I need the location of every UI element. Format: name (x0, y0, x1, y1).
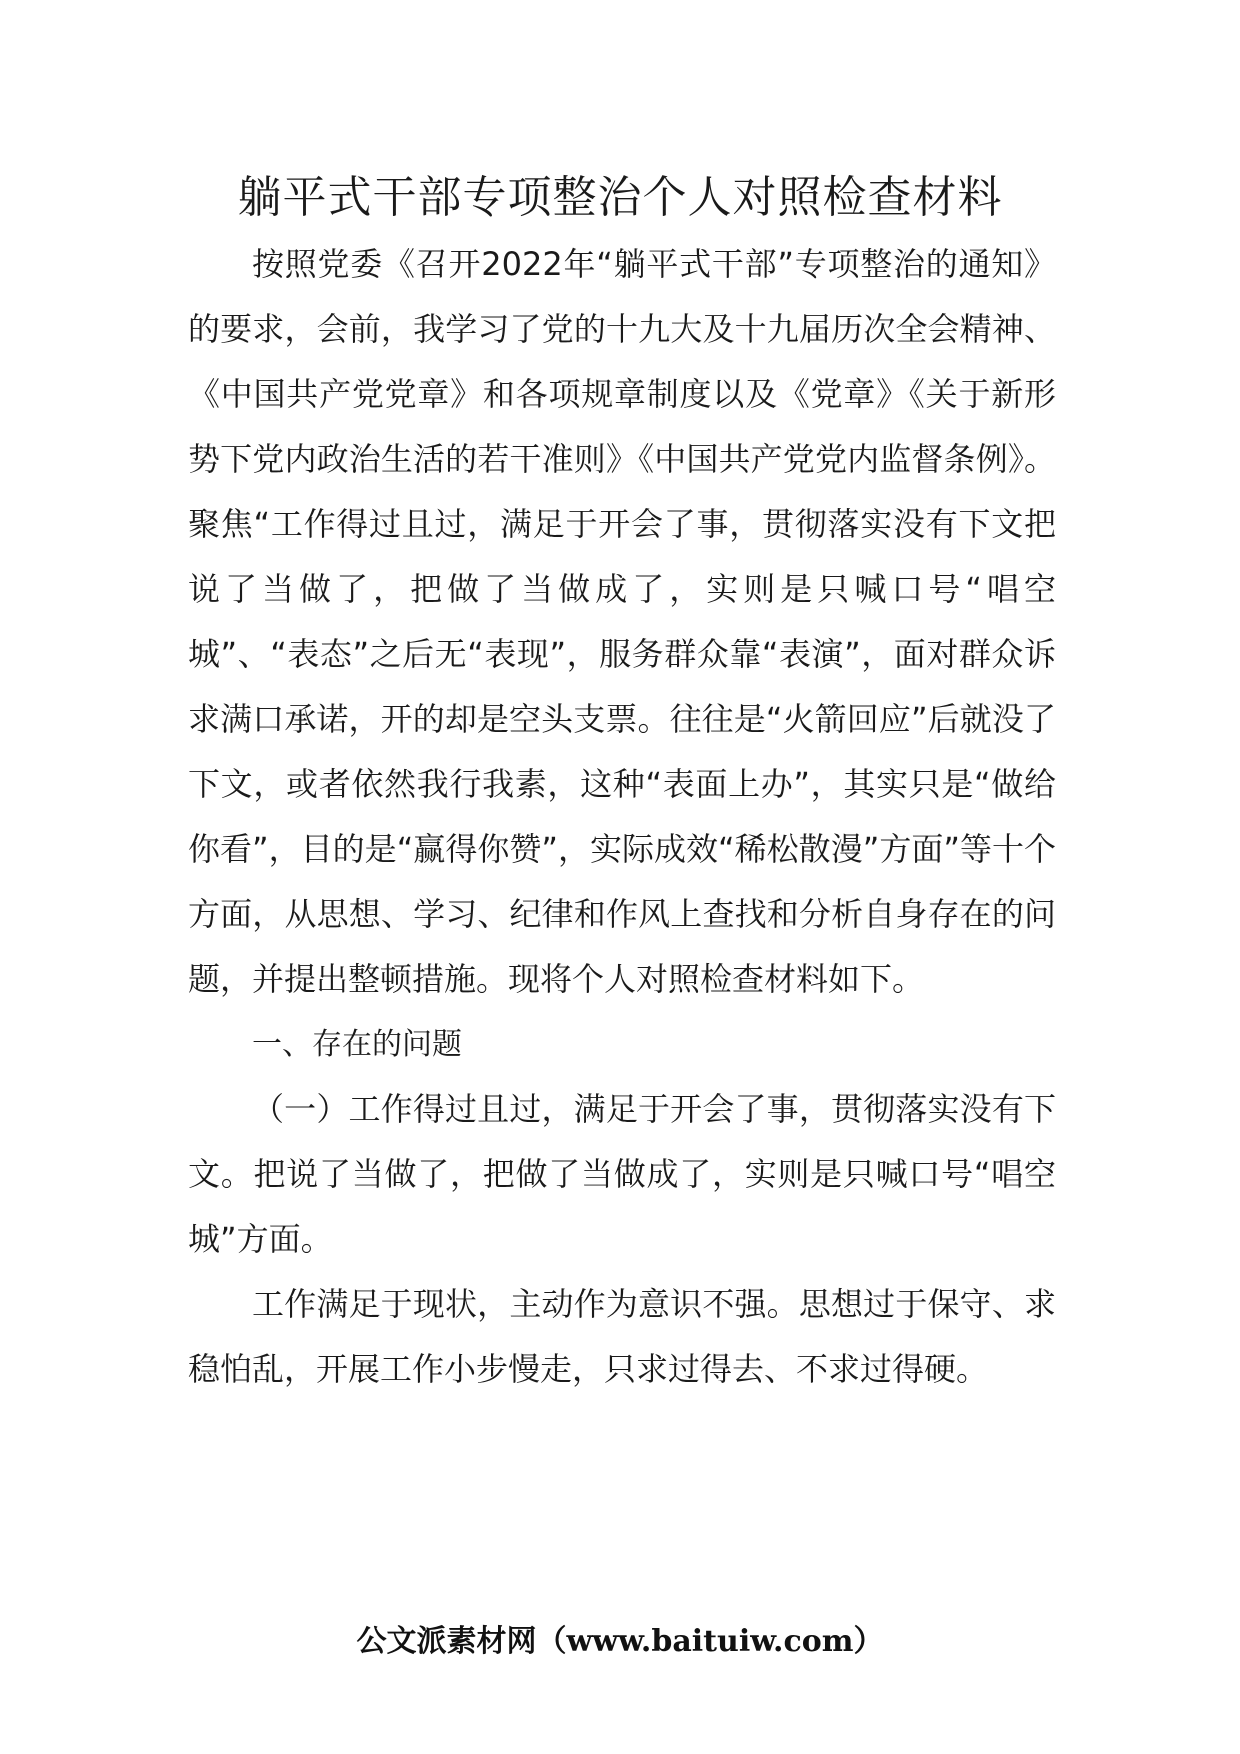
subsection-paragraph-1: （一）工作得过且过，满足于开会了事，贯彻落实没有下文。把说了当做了，把做了当做成了，实则是只喊口号“唱空城”方面。 (188, 1090, 1056, 1258)
document-body (188, 232, 1056, 1402)
document-title: 躺平式干部专项整治个人对照检查材料 (237, 172, 1003, 223)
intro-paragraph: 按照党委《召开2022年“躺平式干部”专项整治的通知》的要求，会前，我学习了党的十九大及十九届历次全会精神、《中国共产党党章》和各项规章制度以及《党章》《关于新形势下党内政治生活的若干准则》《中国共产党党内监督条例》。聚焦“工作得过且过，满足于开会了事，贯彻落实没有下文把说了当做了，把做了当做成了，实则是只喊口号“唱空城”、“表态”之后无“表现”，服务群众靠“表演”，面对群众诉求满口承诺，开的却是空头支票。往往是“火箭回应”后就没了下文，或者依然我行我素，这种“表面上办”，其实只是“做给你看”，目的是“赢得你赞”，实际成效“稀松散漫”方面”等十个方面，从思想、学习、纪律和作风上查找和分析自身存在的问题，并提出整顿措施。现将个人对照检查材料如下。 (188, 245, 1056, 998)
body-paragraph-2: 工作满足于现状，主动作为意识不强。思想过于保守、求稳怕乱，开展工作小步慢走，只求过得去、不求过得硬。 (188, 1285, 1056, 1388)
section-heading-problems: 一、存在的问题 (252, 1027, 462, 1062)
footer-watermark: 公文派素材网（www.baituiw.com） (356, 1624, 884, 1659)
